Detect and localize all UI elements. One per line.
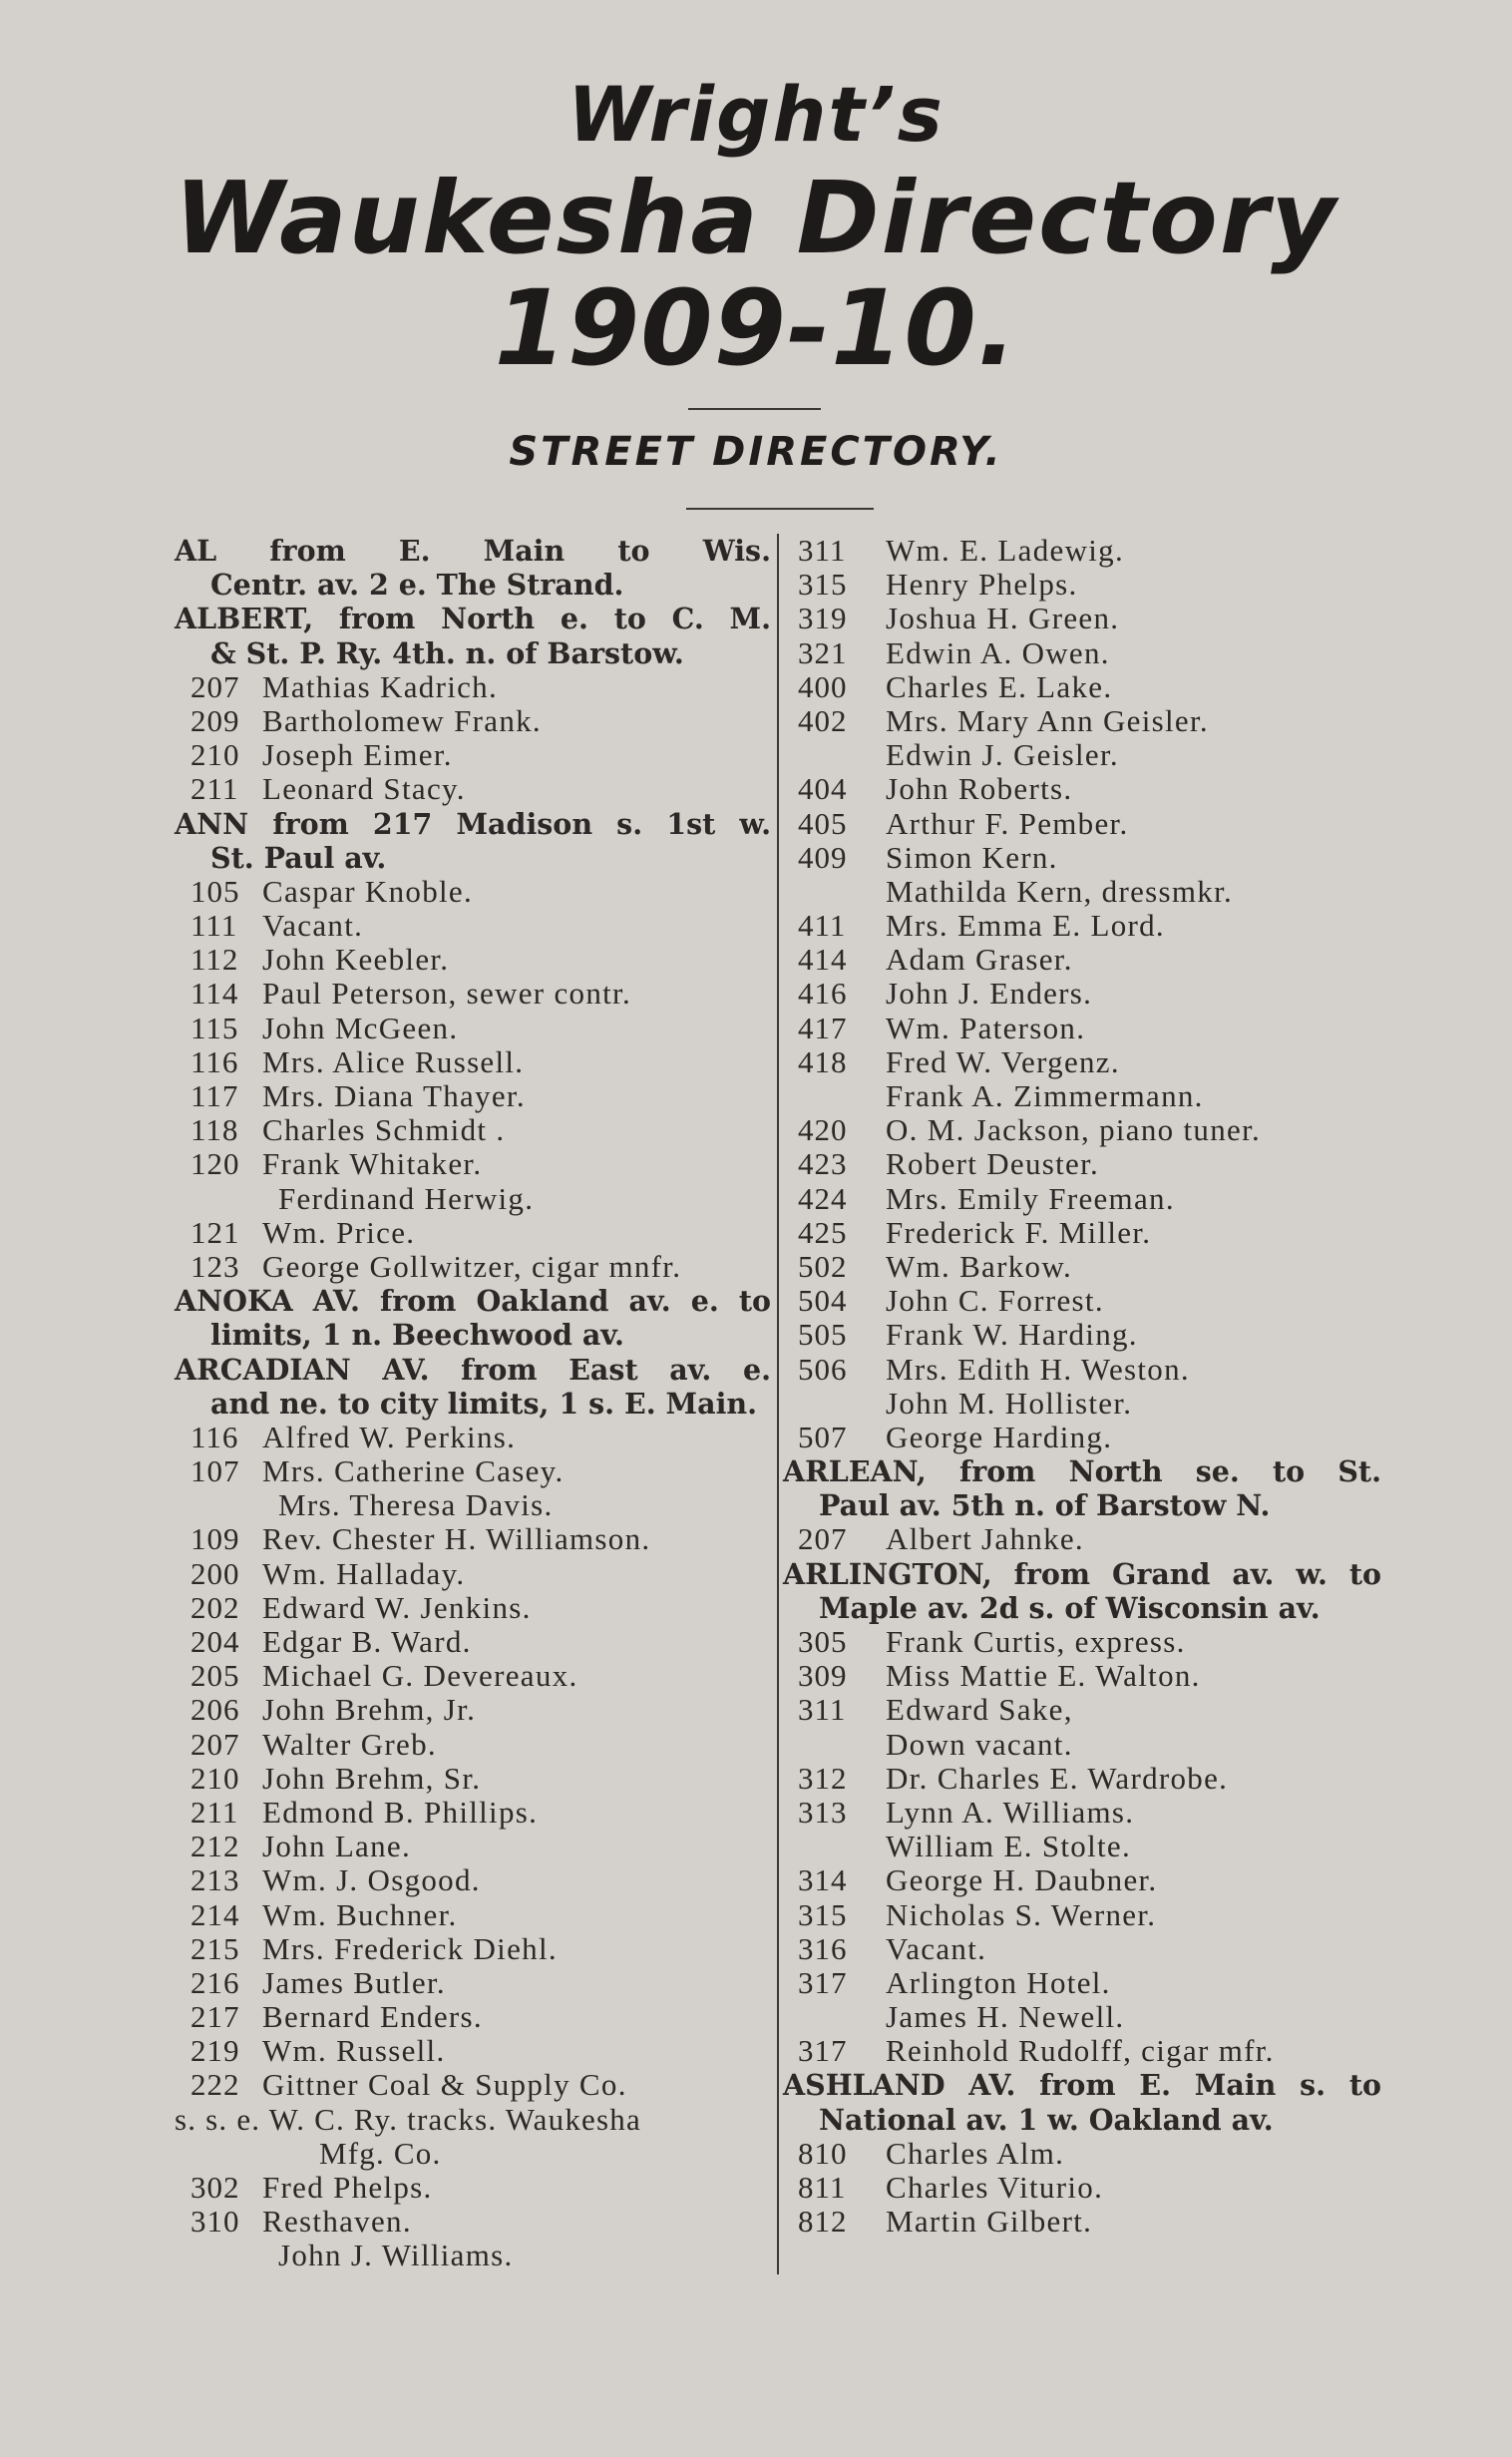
house-number: 215 (190, 1930, 240, 1966)
street-heading-continued: National av. 1 w. Oakland av. (819, 2102, 1274, 2137)
resident-name: Wm. Halladay. (262, 1555, 466, 1591)
directory-entry (783, 2171, 1381, 2205)
publisher-title: Wright’s (567, 70, 945, 159)
directory-entry (783, 1932, 1381, 1966)
directory-note-continued: Mfg. Co. (319, 2135, 442, 2171)
house-number: 505 (798, 1317, 848, 1353)
resident-name: Charles E. Lake. (886, 668, 1113, 704)
house-number: 316 (798, 1930, 848, 1966)
directory-entry (175, 943, 771, 977)
house-number: 321 (798, 634, 848, 670)
resident-name: Frank Whitaker. (262, 1146, 483, 1182)
directory-entry (783, 772, 1381, 806)
directory-entry (783, 670, 1381, 704)
directory-entry (783, 1113, 1381, 1147)
resident-name: Mathias Kadrich. (262, 668, 499, 704)
house-number: 416 (798, 976, 848, 1012)
resident-name: Arlington Hotel. (886, 1964, 1111, 2000)
house-number: 200 (190, 1555, 240, 1591)
directory-entry-continued (783, 1387, 1381, 1421)
resident-name: Frank W. Harding. (886, 1317, 1138, 1353)
house-number: 112 (190, 942, 239, 978)
directory-entry (175, 1079, 771, 1113)
house-number: 115 (190, 1010, 239, 1045)
resident-name: Bartholomew Frank. (262, 702, 542, 738)
resident-name: John Lane. (262, 1829, 412, 1864)
resident-name: Henry Phelps. (886, 567, 1078, 603)
house-number: 309 (798, 1658, 848, 1694)
resident-name: Mrs. Edith H. Weston. (886, 1351, 1190, 1387)
directory-entry (783, 602, 1381, 635)
house-number: 506 (798, 1351, 848, 1387)
house-number: 317 (798, 2033, 848, 2069)
resident-name: Edwin J. Geisler. (886, 737, 1119, 773)
house-number: 405 (798, 805, 848, 841)
house-number: 311 (798, 1692, 847, 1728)
directory-entry (783, 534, 1381, 568)
directory-entry-continued (175, 1488, 771, 1522)
house-number: 121 (190, 1214, 240, 1250)
street-heading: ANOKA AV. from Oakland av. e. to (175, 1284, 771, 1319)
title-rule (688, 408, 821, 410)
resident-name: Edmond B. Phillips. (262, 1794, 539, 1830)
house-number: 317 (798, 1964, 848, 2000)
house-number: 315 (798, 567, 848, 603)
resident-name: John J. Williams. (278, 2238, 514, 2273)
resident-name: James H. Newell. (886, 1999, 1125, 2035)
directory-entry (783, 1147, 1381, 1181)
house-number: 214 (190, 1896, 240, 1932)
directory-entry (175, 1966, 771, 2000)
directory-entry (783, 2205, 1381, 2239)
resident-name: Adam Graser. (886, 942, 1073, 978)
house-number: 502 (798, 1248, 848, 1284)
house-number: 207 (190, 668, 240, 704)
directory-entry (783, 1182, 1381, 1216)
directory-entry-continued (175, 1182, 771, 1216)
directory-entry (783, 1863, 1381, 1897)
directory-entry (783, 1796, 1381, 1830)
left-column (175, 534, 771, 2273)
house-number: 105 (190, 873, 240, 909)
directory-entry (783, 1045, 1381, 1079)
directory-entry (175, 1522, 771, 1556)
directory-entry (175, 1863, 771, 1897)
house-number: 409 (798, 839, 848, 875)
resident-name: Mrs. Emily Freeman. (886, 1180, 1175, 1216)
directory-entry (175, 1762, 771, 1796)
house-number: 120 (190, 1146, 240, 1182)
directory-entry (783, 1625, 1381, 1659)
street-heading-continued: limits, 1 n. Beechwood av. (210, 1318, 624, 1353)
directory-entry (175, 1796, 771, 1830)
house-number: 207 (190, 1726, 240, 1762)
directory-entry (175, 1250, 771, 1284)
house-number: 423 (798, 1146, 848, 1182)
directory-entry (175, 2205, 771, 2239)
resident-name: George H. Daubner. (886, 1862, 1158, 1898)
resident-name: Fred W. Vergenz. (886, 1043, 1120, 1079)
house-number: 310 (190, 2204, 240, 2240)
resident-name: Robert Deuster. (886, 1146, 1100, 1182)
directory-entry (783, 1762, 1381, 1796)
resident-name: John J. Enders. (886, 976, 1093, 1012)
resident-name: O. M. Jackson, piano tuner. (886, 1112, 1262, 1148)
directory-entry (175, 1012, 771, 1045)
right-column (783, 534, 1381, 2239)
resident-name: John Brehm, Jr. (262, 1692, 477, 1728)
resident-name: Albert Jahnke. (886, 1521, 1084, 1557)
resident-name: Gittner Coal & Supply Co. (262, 2067, 627, 2103)
resident-name: Wm. J. Osgood. (262, 1862, 481, 1898)
house-number: 210 (190, 1760, 240, 1796)
directory-entry (175, 1693, 771, 1727)
directory-entry (175, 1830, 771, 1863)
street-heading: ANN from 217 Madison s. 1st w. (175, 806, 771, 841)
resident-name: Walter Greb. (262, 1726, 437, 1762)
directory-entry (175, 1421, 771, 1454)
resident-name: Wm. Barkow. (886, 1248, 1073, 1284)
column-divider (777, 534, 779, 2274)
directory-entry (783, 1318, 1381, 1352)
resident-name: John M. Hollister. (886, 1385, 1133, 1421)
street-heading-continued: St. Paul av. (210, 840, 387, 875)
resident-name: Dr. Charles E. Wardrobe. (886, 1760, 1229, 1796)
house-number: 312 (798, 1760, 848, 1796)
resident-name: Bernard Enders. (262, 1999, 483, 2035)
resident-name: Wm. Price. (262, 1214, 416, 1250)
house-number: 211 (190, 1794, 239, 1830)
resident-name: Leonard Stacy. (262, 771, 466, 807)
directory-entry (175, 1728, 771, 1762)
directory-entry (175, 772, 771, 806)
resident-name: Simon Kern. (886, 839, 1058, 875)
house-number: 319 (798, 601, 848, 636)
house-number: 107 (190, 1453, 240, 1489)
resident-name: Michael G. Devereaux. (262, 1658, 578, 1694)
directory-entry (783, 1216, 1381, 1250)
house-number: 216 (190, 1964, 240, 2000)
directory-entry (783, 1522, 1381, 1556)
directory-entry (783, 704, 1381, 738)
house-number: 314 (798, 1862, 848, 1898)
house-number: 111 (190, 908, 238, 944)
resident-name: Mrs. Alice Russell. (262, 1043, 525, 1079)
directory-entry-continued (783, 1079, 1381, 1113)
directory-entry (175, 2034, 771, 2068)
house-number: 311 (798, 533, 847, 568)
directory-entry (783, 1421, 1381, 1454)
house-number: 418 (798, 1043, 848, 1079)
resident-name: Fred Phelps. (262, 2170, 433, 2205)
directory-entry (783, 1898, 1381, 1932)
house-number: 507 (798, 1419, 848, 1454)
resident-name: John C. Forrest. (886, 1283, 1104, 1319)
resident-name: Mathilda Kern, dressmkr. (886, 873, 1234, 909)
directory-year: 1909-10. (494, 267, 1018, 389)
resident-name: Caspar Knoble. (262, 873, 474, 909)
resident-name: Wm. Buchner. (262, 1896, 458, 1932)
house-number: 420 (798, 1112, 848, 1148)
directory-entry-continued (783, 1728, 1381, 1762)
house-number: 211 (190, 771, 239, 807)
directory-entry (175, 2000, 771, 2034)
resident-name: Arthur F. Pember. (886, 805, 1129, 841)
resident-name: Rev. Chester H. Williamson. (262, 1521, 651, 1557)
resident-name: James Butler. (262, 1964, 446, 2000)
house-number: 210 (190, 737, 240, 773)
directory-entry (783, 1250, 1381, 1284)
street-heading-continued: & St. P. Ry. 4th. n. of Barstow. (210, 635, 684, 670)
house-number: 302 (190, 2170, 240, 2205)
house-number: 207 (798, 1521, 848, 1557)
house-number: 114 (190, 976, 239, 1012)
house-number: 425 (798, 1214, 848, 1250)
resident-name: Edward Sake, (886, 1692, 1073, 1728)
section-rule (686, 508, 874, 510)
resident-name: Paul Peterson, sewer contr. (262, 976, 631, 1012)
directory-entry (783, 568, 1381, 602)
directory-entry-continued (175, 2239, 771, 2272)
directory-entry (783, 1966, 1381, 2000)
directory-entry (783, 909, 1381, 943)
resident-name: Charles Alm. (886, 2135, 1065, 2171)
directory-entry-continued (783, 1830, 1381, 1863)
resident-name: Ferdinand Herwig. (278, 1180, 535, 1216)
resident-name: Martin Gilbert. (886, 2204, 1093, 2240)
street-heading: ALBERT, from North e. to C. M. (175, 602, 771, 636)
house-number: 205 (190, 1658, 240, 1694)
directory-entry (783, 1012, 1381, 1045)
directory-entry (783, 1284, 1381, 1318)
house-number: 810 (798, 2135, 848, 2171)
directory-note: s. s. e. W. C. Ry. tracks. Waukesha (175, 2101, 641, 2137)
directory-entry-continued (783, 2000, 1381, 2034)
resident-name: Mrs. Diana Thayer. (262, 1078, 526, 1113)
street-heading: ARLEAN, from North se. to St. (783, 1454, 1381, 1489)
street-heading: ARCADIAN AV. from East av. e. (175, 1352, 771, 1387)
directory-entry (783, 2034, 1381, 2068)
resident-name: Edward W. Jenkins. (262, 1589, 532, 1625)
resident-name: John Keebler. (262, 942, 450, 978)
resident-name: Miss Mattie E. Walton. (886, 1658, 1201, 1694)
street-heading-continued: Paul av. 5th n. of Barstow N. (819, 1488, 1271, 1523)
house-number: 402 (798, 702, 848, 738)
resident-name: Wm. Russell. (262, 2033, 446, 2069)
directory-entry (175, 738, 771, 772)
house-number: 217 (190, 1999, 240, 2035)
directory-entry (175, 977, 771, 1011)
directory-entry (175, 1454, 771, 1488)
house-number: 206 (190, 1692, 240, 1728)
house-number: 212 (190, 1829, 240, 1864)
directory-entry (783, 636, 1381, 670)
resident-name: John McGeen. (262, 1010, 459, 1045)
house-number: 812 (798, 2204, 848, 2240)
resident-name: Nicholas S. Werner. (886, 1896, 1157, 1932)
house-number: 116 (190, 1419, 239, 1454)
directory-entry (175, 2171, 771, 2205)
resident-name: Mrs. Mary Ann Geisler. (886, 702, 1209, 738)
resident-name: John Roberts. (886, 771, 1073, 807)
directory-entry (783, 1659, 1381, 1693)
directory-entry (175, 1625, 771, 1659)
resident-name: Frederick F. Miller. (886, 1214, 1152, 1250)
resident-name: Mrs. Theresa Davis. (278, 1487, 554, 1523)
directory-entry (783, 2137, 1381, 2171)
house-number: 400 (798, 668, 848, 704)
house-number: 213 (190, 1862, 240, 1898)
directory-entry-continued (783, 875, 1381, 909)
resident-name: John Brehm, Sr. (262, 1760, 482, 1796)
street-heading: ASHLAND AV. from E. Main s. to (783, 2068, 1381, 2103)
directory-entry (783, 1693, 1381, 1727)
directory-entry (783, 841, 1381, 875)
resident-name: George Harding. (886, 1419, 1113, 1454)
street-heading: ARLINGTON, from Grand av. w. to (783, 1556, 1381, 1591)
resident-name: Mrs. Catherine Casey. (262, 1453, 565, 1489)
street-heading-continued: Maple av. 2d s. of Wisconsin av. (819, 1590, 1321, 1625)
directory-entry (175, 1557, 771, 1591)
directory-entry (175, 1045, 771, 1079)
directory-entry (175, 875, 771, 909)
house-number: 313 (798, 1794, 848, 1830)
house-number: 116 (190, 1043, 239, 1079)
resident-name: Reinhold Rudolff, cigar mfr. (886, 2033, 1275, 2069)
directory-entry (783, 807, 1381, 841)
resident-name: Wm. E. Ladewig. (886, 533, 1125, 568)
resident-name: Vacant. (886, 1930, 987, 1966)
resident-name: Down vacant. (886, 1726, 1073, 1762)
resident-name: Frank Curtis, express. (886, 1624, 1186, 1659)
house-number: 305 (798, 1624, 848, 1659)
directory-entry (175, 2068, 771, 2102)
resident-name: Wm. Paterson. (886, 1010, 1086, 1045)
resident-name: Alfred W. Perkins. (262, 1419, 517, 1454)
resident-name: Edwin A. Owen. (886, 634, 1110, 670)
house-number: 404 (798, 771, 848, 807)
house-number: 414 (798, 942, 848, 978)
directory-entry (175, 704, 771, 738)
directory-entry (175, 909, 771, 943)
house-number: 222 (190, 2067, 240, 2103)
resident-name: William E. Stolte. (886, 1829, 1132, 1864)
house-number: 811 (798, 2170, 847, 2205)
resident-name: Mrs. Emma E. Lord. (886, 908, 1165, 944)
directory-entry (783, 1353, 1381, 1387)
street-heading-continued: and ne. to city limits, 1 s. E. Main. (210, 1386, 758, 1421)
street-heading: AL from E. Main to Wis. (175, 534, 771, 568)
directory-entry (175, 1216, 771, 1250)
resident-name: Vacant. (262, 908, 364, 944)
resident-name: Charles Schmidt . (262, 1112, 506, 1148)
directory-entry (175, 670, 771, 704)
house-number: 118 (190, 1112, 239, 1148)
house-number: 123 (190, 1248, 240, 1284)
section-heading: STREET DIRECTORY. (509, 429, 1003, 475)
house-number: 204 (190, 1624, 240, 1659)
directory-entry (175, 1591, 771, 1625)
resident-name: Frank A. Zimmermann. (886, 1078, 1204, 1113)
house-number: 411 (798, 908, 847, 944)
house-number: 202 (190, 1589, 240, 1625)
directory-title: Waukesha Directory (174, 160, 1338, 276)
resident-name: Charles Viturio. (886, 2170, 1104, 2205)
house-number: 417 (798, 1010, 848, 1045)
directory-entry (175, 1898, 771, 1932)
directory-entry (783, 943, 1381, 977)
directory-entry (175, 1932, 771, 1966)
resident-name: Edgar B. Ward. (262, 1624, 472, 1659)
house-number: 424 (798, 1180, 848, 1216)
resident-name: Joshua H. Green. (886, 601, 1120, 636)
house-number: 504 (798, 1283, 848, 1319)
directory-entry (175, 1113, 771, 1147)
house-number: 109 (190, 1521, 240, 1557)
resident-name: Lynn A. Williams. (886, 1794, 1135, 1830)
resident-name: Joseph Eimer. (262, 737, 453, 773)
directory-entry (175, 1659, 771, 1693)
street-heading-continued: Centr. av. 2 e. The Strand. (210, 568, 624, 603)
house-number: 315 (798, 1896, 848, 1932)
resident-name: George Gollwitzer, cigar mnfr. (262, 1248, 682, 1284)
house-number: 209 (190, 702, 240, 738)
directory-entry (175, 1147, 771, 1181)
resident-name: Mrs. Frederick Diehl. (262, 1930, 558, 1966)
house-number: 219 (190, 2033, 240, 2069)
house-number: 117 (190, 1078, 239, 1113)
resident-name: Resthaven. (262, 2204, 412, 2240)
directory-entry (783, 977, 1381, 1011)
directory-entry-continued (783, 738, 1381, 772)
